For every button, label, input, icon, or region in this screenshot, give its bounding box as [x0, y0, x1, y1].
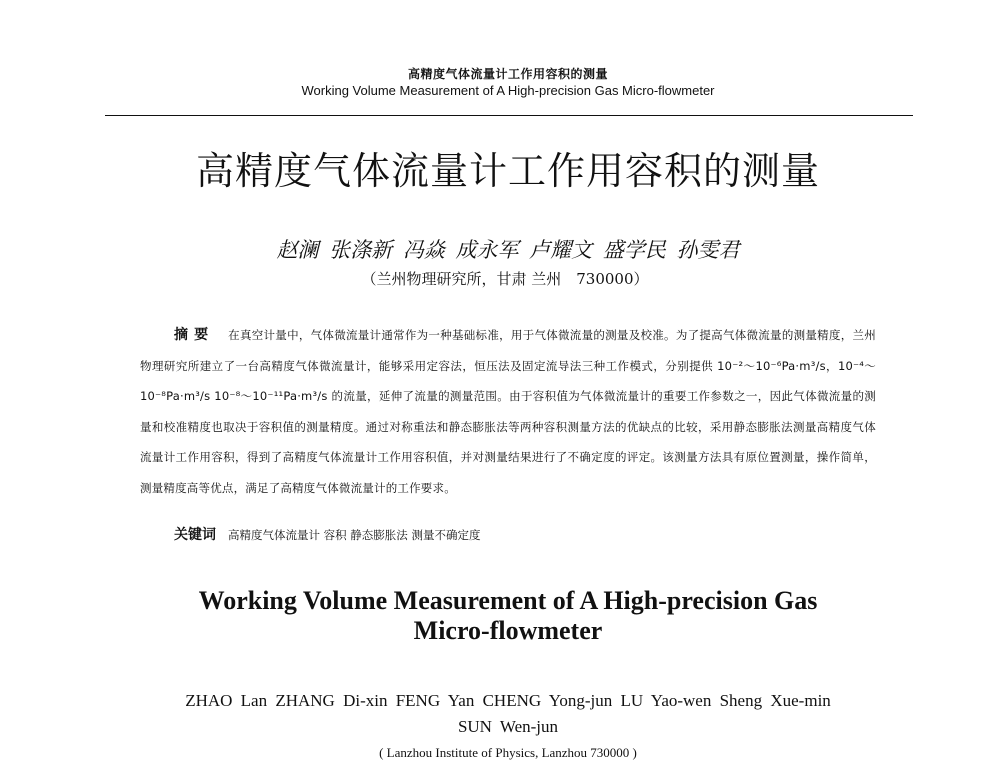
- authors-en-line1: ZHAO Lan ZHANG Di-xin FENG Yan CHENG Yong-jun LU Yao-wen Sheng Xue-min: [185, 691, 831, 710]
- affiliation-cn: （兰州物理研究所，甘肃 兰州 730000）: [361, 270, 649, 288]
- abstract-label: 摘要: [174, 327, 215, 343]
- paper-title-en-line1: Working Volume Measurement of A High-precision Gas: [198, 586, 818, 615]
- abstract-text: 在真空计量中，气体微流量计通常作为一种基础标准，用于气体微流量的测量及校准。为了提高气体微流量的测量精度，兰州物理研究所建立了一台高精度气体微流量计，能够采用定容法，恒压法及固定流导法三种工作模式，分别提供 10⁻²～10⁻⁶Pa·m³/s，10⁻⁴～10⁻⁸Pa·m³/s 10⁻⁸～10⁻¹¹Pa·m³/s 的流量，延伸了流量的测量范围。由于容积值为气体微流量计的重要工作参数之一，因此气体微流量的测量和校准精度也取决于容积值的测量精度。通过对称重法和静态膨胀法等两种容积测量方法的优缺点的比较，采用静态膨胀法测量高精度气体流量计工作用容积，得到了高精度气体流量计工作用容积值，并对测量结果进行了不确定度的评定。该测量方法具有原位置测量，操作简单，测量精度高等优点，满足了高精度气体微流量计的工作要求。: [140, 328, 877, 495]
- paper-title-cn: 高精度气体流量计工作用容积的测量: [195, 149, 820, 193]
- authors-en: [0, 688, 1000, 740]
- affiliation-en: ( Lanzhou Institute of Physics, Lanzhou 730000 ): [379, 745, 637, 760]
- keywords-label: 关键词: [174, 527, 216, 543]
- keywords-text: 高精度气体流量计 容积 静态膨胀法 测量不确定度: [228, 528, 481, 542]
- running-header: [0, 66, 1000, 100]
- running-title-en: Working Volume Measurement of A High-precision Gas Micro-flowmeter: [301, 83, 715, 98]
- paper-title-en-line2: Micro-flowmeter: [413, 616, 603, 645]
- authors-en-line2: SUN Wen-jun: [457, 717, 559, 736]
- paper-title-en: [0, 586, 1000, 646]
- running-title-cn: 高精度气体流量计工作用容积的测量: [407, 67, 608, 81]
- keywords-cn: [174, 522, 874, 548]
- abstract-cn: [140, 320, 876, 503]
- authors-cn: 赵澜 张涤新 冯焱 成永军 卢耀文 盛学民 孙雯君: [276, 238, 740, 262]
- header-rule: [105, 115, 913, 116]
